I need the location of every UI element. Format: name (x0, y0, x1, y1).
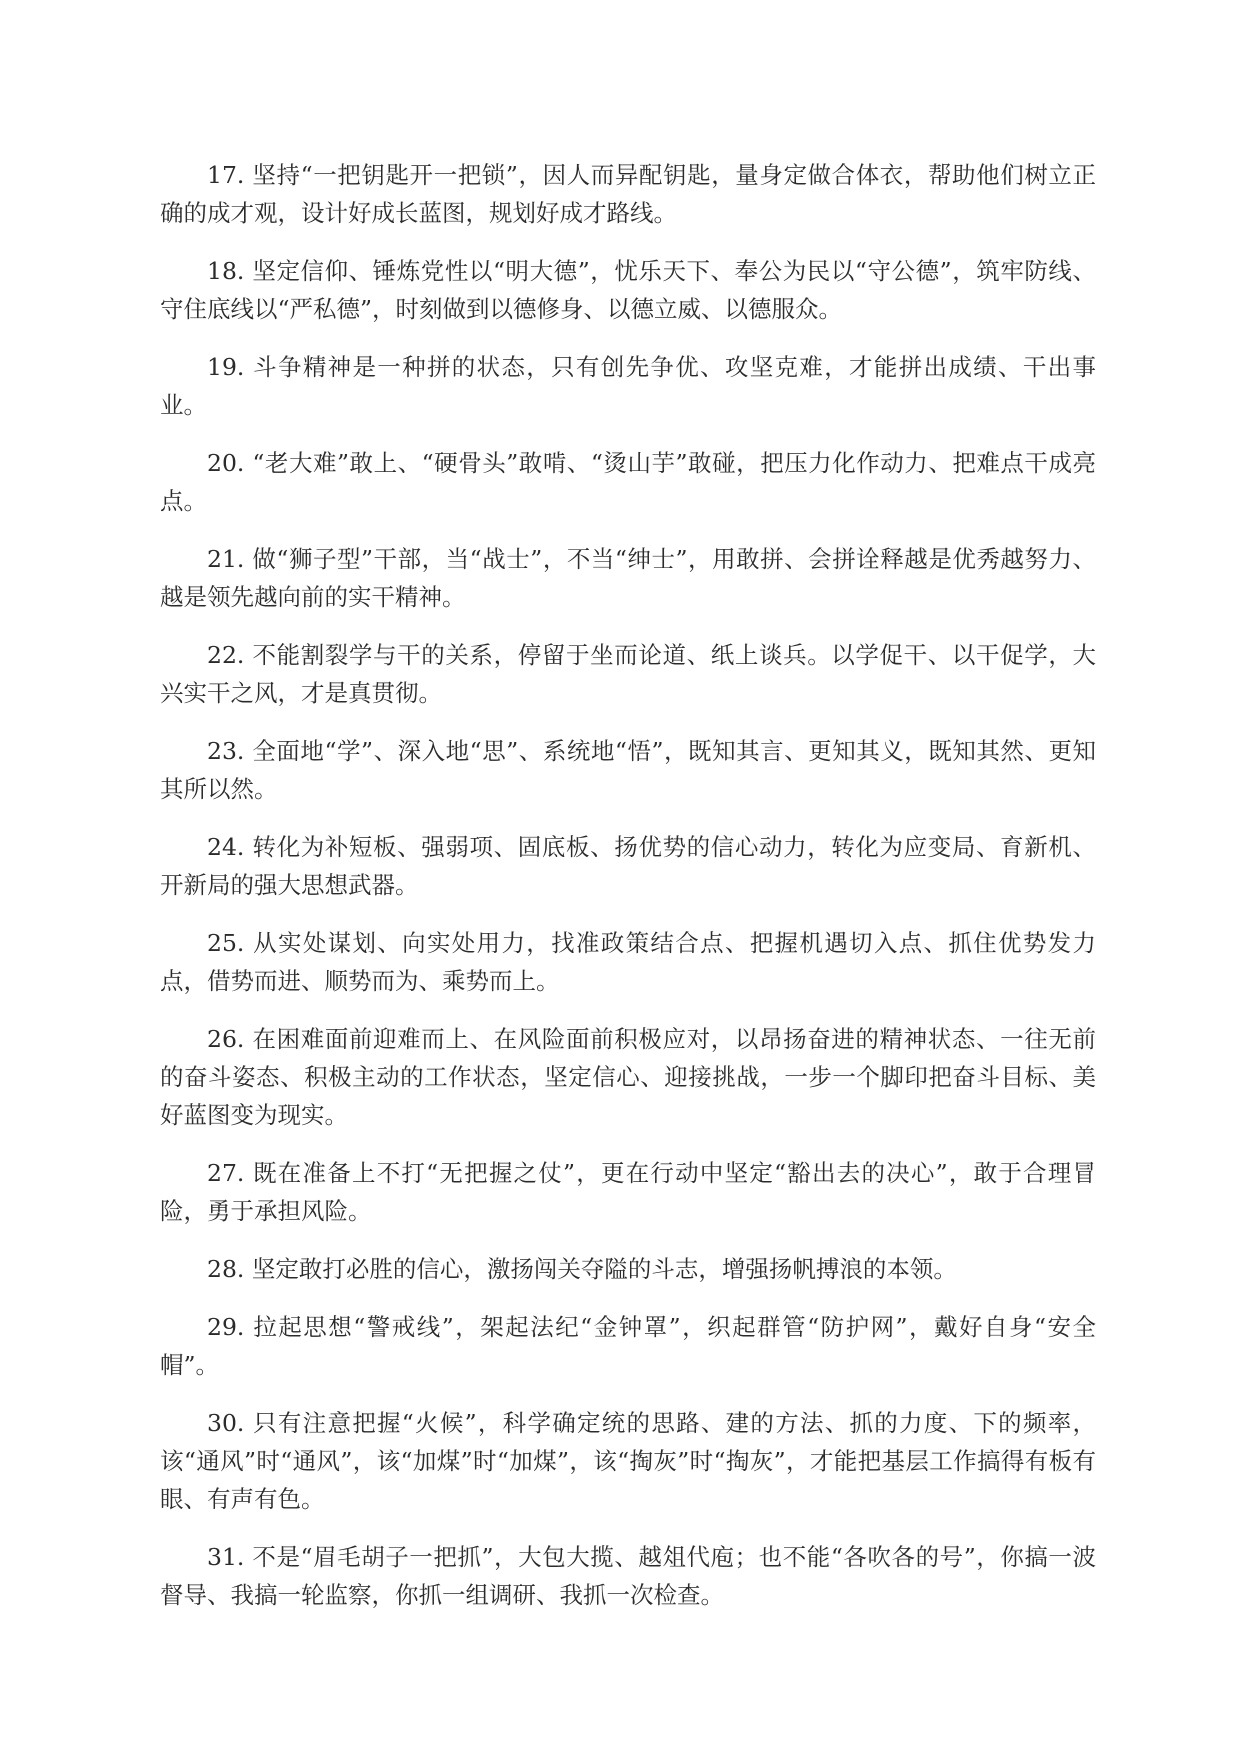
paragraph-26: 26. 在困难面前迎难而上、在风险面前积极应对，以昂扬奋进的精神状态、一往无前的奋斗姿态、积极主动的工作状态，坚定信心、迎接挑战，一步一个脚印把奋斗目标、美好蓝图变为现实。 (160, 1025, 1096, 1129)
paragraph-18: 18. 坚定信仰、锤炼党性以“明大德”，忧乐天下、奉公为民以“守公德”，筑牢防线、守住底线以“严私德”，时刻做到以德修身、以德立威、以德服众。 (160, 257, 1096, 323)
paragraph-31: 31. 不是“眉毛胡子一把抓”，大包大揽、越俎代庖；也不能“各吹各的号”，你搞一波督导、我搞一轮监察，你抓一组调研、我抓一次检查。 (160, 1543, 1096, 1609)
paragraph-19: 19. 斗争精神是一种拼的状态，只有创先争优、攻坚克难，才能拼出成绩、干出事业。 (160, 353, 1096, 419)
paragraph-25: 25. 从实处谋划、向实处用力，找准政策结合点、把握机遇切入点、抓住优势发力点，借势而进、顺势而为、乘势而上。 (160, 929, 1096, 995)
paragraph-20: 20. “老大难”敢上、“硬骨头”敢啃、“烫山芋”敢碰，把压力化作动力、把难点干成亮点。 (160, 449, 1096, 515)
paragraph-21: 21. 做“狮子型”干部，当“战士”，不当“绅士”，用敢拼、会拼诠释越是优秀越努力、越是领先越向前的实干精神。 (160, 545, 1096, 611)
paragraph-29: 29. 拉起思想“警戒线”，架起法纪“金钟罩”，织起群管“防护网”，戴好自身“安全帽”。 (160, 1313, 1096, 1379)
paragraph-24: 24. 转化为补短板、强弱项、固底板、扬优势的信心动力，转化为应变局、育新机、开新局的强大思想武器。 (160, 833, 1096, 899)
document-body (160, 156, 1096, 1634)
paragraph-28: 28. 坚定敢打必胜的信心，激扬闯关夺隘的斗志，增强扬帆搏浪的本领。 (207, 1255, 957, 1283)
paragraph-17: 17. 坚持“一把钥匙开一把锁”，因人而异配钥匙，量身定做合体衣，帮助他们树立正确的成才观，设计好成长蓝图，规划好成才路线。 (160, 161, 1096, 227)
paragraph-27: 27. 既在准备上不打“无把握之仗”，更在行动中坚定“豁出去的决心”，敢于合理冒险，勇于承担风险。 (160, 1159, 1096, 1225)
paragraph-30: 30. 只有注意把握“火候”，科学确定统的思路、建的方法、抓的力度、下的频率，该“通风”时“通风”，该“加煤”时“加煤”，该“掏灰”时“掏灰”，才能把基层工作搞得有板有眼、有声有色。 (160, 1409, 1096, 1513)
paragraph-22: 22. 不能割裂学与干的关系，停留于坐而论道、纸上谈兵。以学促干、以干促学，大兴实干之风，才是真贯彻。 (160, 641, 1096, 707)
paragraph-23: 23. 全面地“学”、深入地“思”、系统地“悟”，既知其言、更知其义，既知其然、更知其所以然。 (160, 737, 1096, 803)
